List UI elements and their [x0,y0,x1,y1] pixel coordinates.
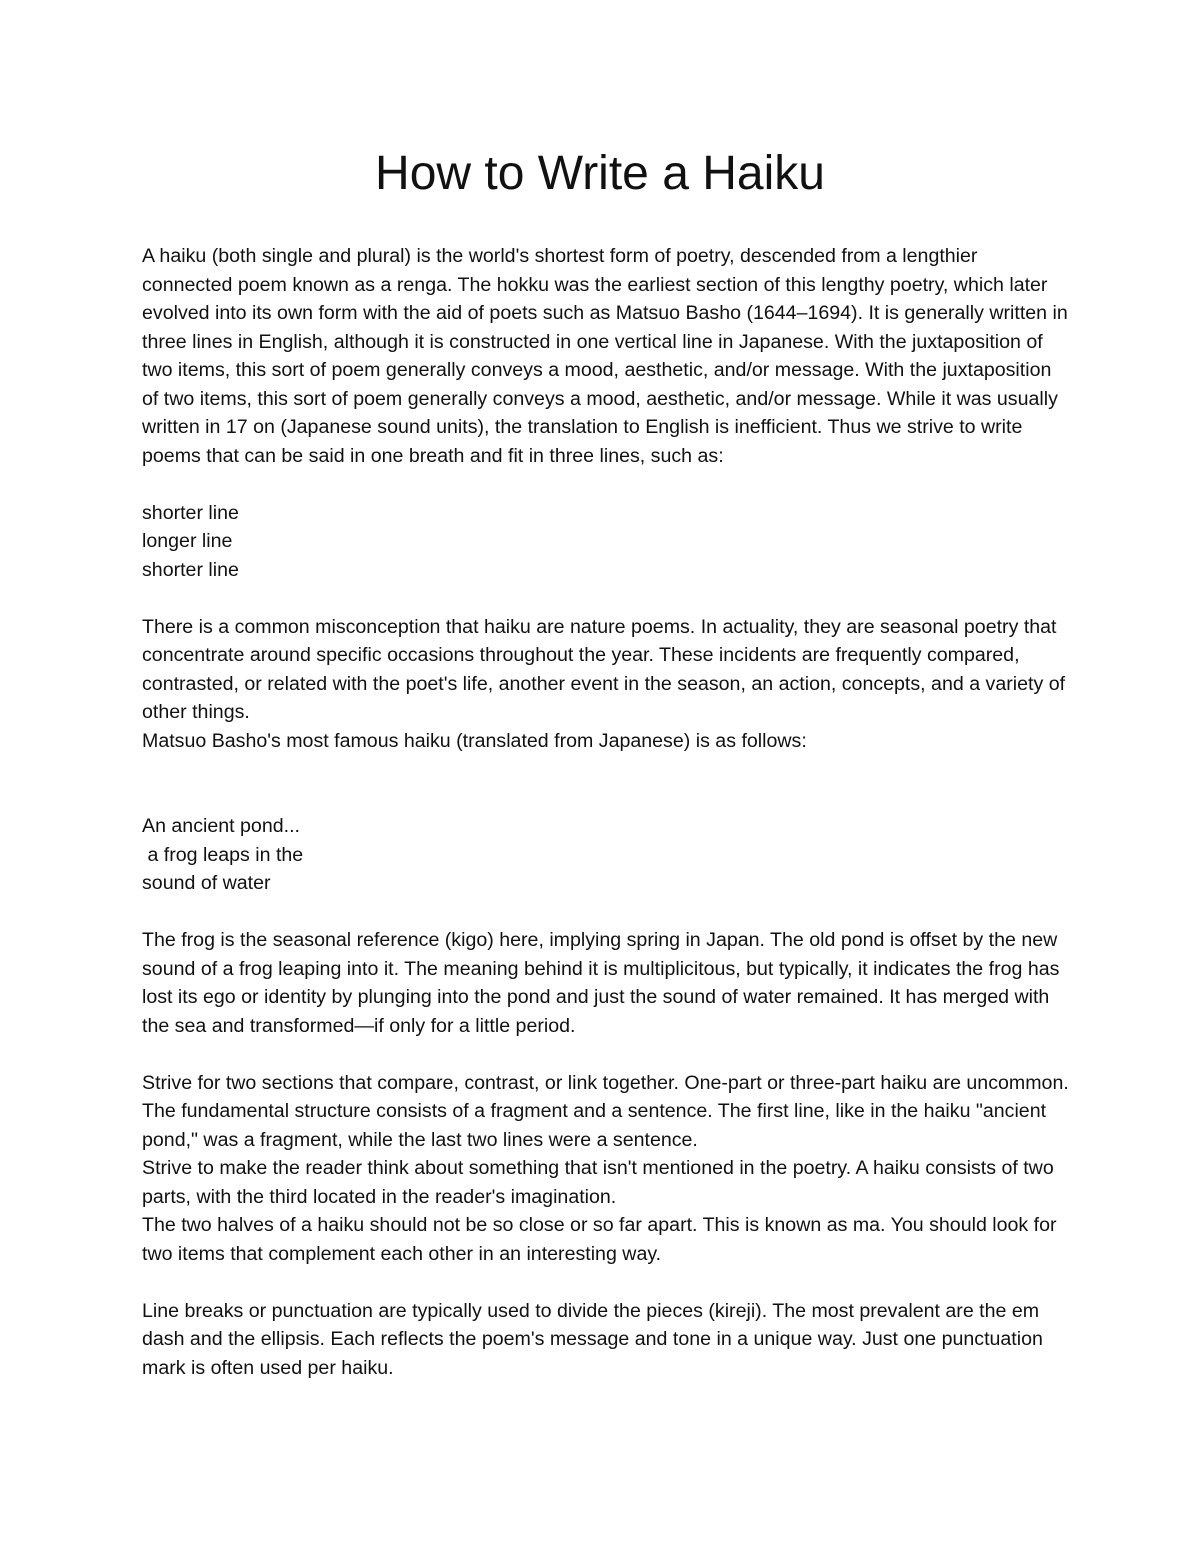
haiku-line: sound of water [142,872,271,894]
paragraph-spacer [142,1268,1072,1297]
reader-think-paragraph: Strive to make the reader think about something that isn't mentioned in the poetry. A haiku consists of two parts, with the third located in the reader's imagination. [142,1157,1054,1208]
two-sections-paragraph: Strive for two sections that compare, contrast, or link together. One-part or three-part haiku are uncommon. The fundamental structure consists of a fragment and a sentence. The first line, like in the haiku "ancient pond," was a fragment, while the last two lines were a sentence. [142,1071,1069,1151]
paragraph-spacer [142,470,1072,499]
structure-line: shorter line [142,558,239,581]
kireji-paragraph: Line breaks or punctuation are typically used to divide the pieces (kireji). The most prevalent are the em dash and the ellipsis. Each reflects the poem's message and tone in a unique way. Just one punctuation mark is often used per haiku. [142,1299,1043,1379]
document-body [142,242,1072,1382]
frog-explanation-paragraph: The frog is the seasonal reference (kigo) here, implying spring in Japan. The old pond is offset by the new sound of a frog leaping into it. The meaning behind it is multiplicitous, but typically, it indicates the frog has lost its ego or identity by plunging into the pond and just the sound of water remained. It has merged with the sea and transformed—if only for a little period. [142,929,1060,1037]
paragraph-spacer [142,898,1072,927]
basho-intro-paragraph: Matsuo Basho's most famous haiku (translated from Japanese) is as follows: [142,729,807,752]
paragraph-spacer [142,1040,1072,1069]
misconception-paragraph: There is a common misconception that haiku are nature poems. In actuality, they are seasonal poetry that concentrate around specific occasions throughout the year. These incidents are frequently compared, contrasted, or related with the poet's life, another event in the season, an action, concepts, and a variety of other things. [142,615,1066,723]
paragraph-spacer [142,584,1072,613]
structure-line: shorter line [142,501,239,524]
ma-paragraph: The two halves of a haiku should not be so close or so far apart. This is known as ma. You should look for two items that complement each other in an interesting way. [142,1214,1057,1265]
page-title: How to Write a Haiku [375,147,825,200]
paragraph-spacer [142,755,1072,812]
haiku-line: An ancient pond... [142,815,300,837]
haiku-line: a frog leaps in the [142,843,304,866]
structure-line: longer line [142,530,233,552]
intro-paragraph: A haiku (both single and plural) is the world's shortest form of poetry, descended from a lengthier connected poem known as a renga. The hokku was the earliest section of this lengthy poetry, which later evolved into its own form with the aid of poets such as Matsuo Basho (1644–1694). It is generally written in three lines in English, although it is constructed in one vertical line in Japanese. With the juxtaposition of two items, this sort of poem generally conveys a mood, aesthetic, and/or message. With the juxtaposition of two items, this sort of poem generally conveys a mood, aesthetic, and/or message. While it was usually written in 17 on (Japanese sound units), the translation to English is inefficient. Thus we strive to write poems that can be said in one breath and fit in three lines, such as: [142,245,1068,467]
